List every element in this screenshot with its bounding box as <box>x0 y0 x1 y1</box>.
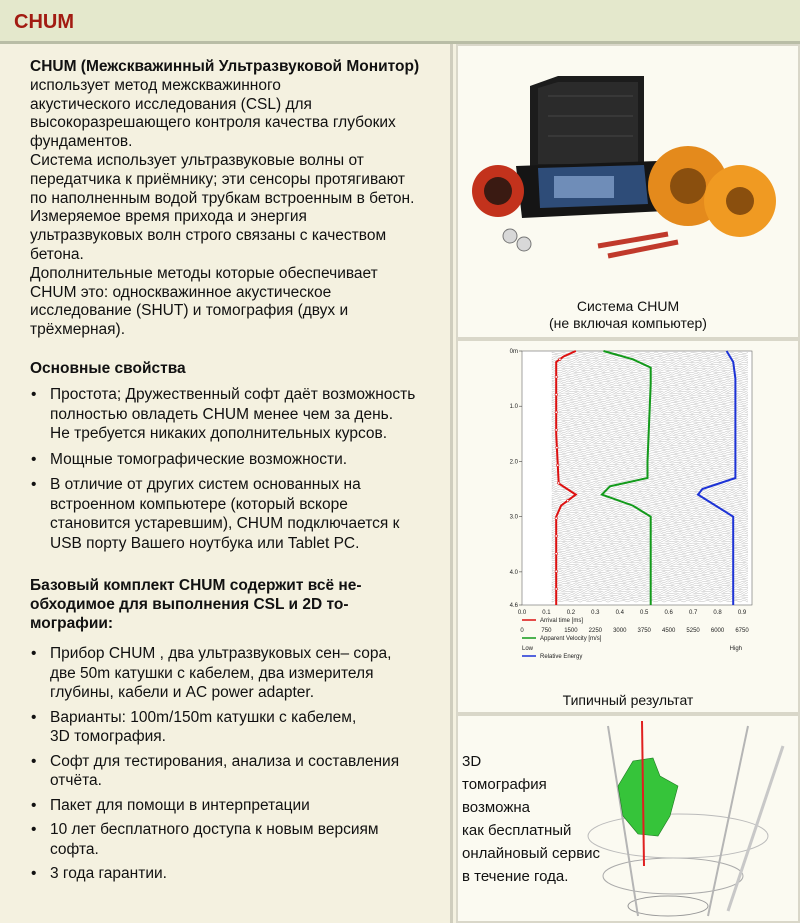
velocity-tick-label: 6000 <box>710 628 725 634</box>
tomo-line: онлайновый сервис <box>462 845 601 862</box>
arrival-marker <box>555 588 557 590</box>
ring <box>628 896 708 916</box>
arrival-marker <box>555 411 557 413</box>
velocity-tick-label: 4500 <box>661 628 676 634</box>
list-item-line: Мощные томографические возможности. <box>50 450 348 468</box>
connector-2 <box>517 237 531 251</box>
list-item-line: софта. <box>50 840 99 858</box>
system-photo-panel <box>456 44 800 339</box>
velocity-tick-label: 2250 <box>588 628 603 634</box>
list-item-line: Пакет для помощи в интерпретации <box>50 796 310 814</box>
depth-tick-label: 3.0 <box>509 514 518 521</box>
reel-right-hub <box>670 168 706 204</box>
defect-volume <box>618 758 678 836</box>
intro-line: CHUM это: односкважинное акустическое <box>30 283 332 301</box>
list-item-line: Простота; Дружественный софт даёт возможность <box>50 386 416 403</box>
energy-legend-label: Relative Energy <box>540 654 583 660</box>
arrival-tick-label: 0.3 <box>591 610 600 616</box>
list-item <box>30 475 446 553</box>
ring <box>603 858 743 894</box>
caption-line: (не включая компьютер) <box>549 315 707 331</box>
depth-tick-label: 2.0 <box>509 459 518 466</box>
arrival-tick-label: 0.2 <box>566 610 576 616</box>
arrival-marker <box>557 464 559 466</box>
case-lid-inner <box>538 82 638 164</box>
list-item-line: встроенном компьютере (который вскоре <box>50 495 348 513</box>
arrival-marker <box>555 517 557 519</box>
tomo-line: в течение года. <box>462 868 569 885</box>
bottom-scales <box>518 610 750 660</box>
tomo-line: томография <box>462 776 547 793</box>
list-item <box>30 450 446 470</box>
list-item-line: Софт для тестирования, анализа и составления <box>50 752 400 770</box>
velocity-tick-label: 6750 <box>735 628 749 634</box>
list-item-line: Варианты: 100m/150m катушки с кабелем, <box>50 708 357 726</box>
reel-left-hub <box>484 177 512 205</box>
kit-heading-line: мографии: <box>30 614 114 632</box>
reel-back-hub <box>726 187 754 215</box>
arrival-tick-label: 0.0 <box>517 610 527 616</box>
arrival-marker <box>567 499 569 501</box>
velocity-legend-label: Apparent Velocity [m/s] <box>540 636 602 642</box>
depth-tick-label: 4.6 <box>509 603 518 609</box>
velocity-tick-label: 3000 <box>613 628 627 634</box>
tomography-image <box>578 716 798 921</box>
intro-line: по наполненным водой трубкам встроенным в бетон. <box>30 189 415 207</box>
csl-log-chart <box>504 345 754 670</box>
intro-line: Дополнительные методы которые обеспечивает <box>30 264 378 282</box>
arrival-marker <box>555 552 557 554</box>
list-item <box>30 385 446 444</box>
intro-line: Система использует ультразвуковые волны от <box>30 151 364 169</box>
list-item-line: 10 лет бесплатного доступа к новым версиям <box>50 821 379 838</box>
kit-heading-line: Базовый комплект CHUM содержит всё не- <box>30 577 362 594</box>
description-column <box>0 44 453 923</box>
caption-line: Система CHUM <box>576 298 680 314</box>
velocity-tick-label: 1500 <box>564 628 578 634</box>
intro-line: высокоразрешающего контроля качества глубоких <box>30 114 396 132</box>
probe-ray <box>642 721 644 866</box>
list-item <box>30 644 446 703</box>
tomo-line: возможна <box>462 799 530 816</box>
arrival-tick-label: 0.4 <box>615 610 624 616</box>
intro-line: фундаментов. <box>30 133 133 151</box>
kit-heading <box>30 577 446 633</box>
page-title: CHUM <box>14 11 74 33</box>
connector-1 <box>503 229 517 243</box>
intro-line: Измеряемое время прихода и энергия <box>30 208 307 226</box>
intro-text <box>30 58 446 340</box>
arrival-marker <box>555 376 557 378</box>
velocity-tick-label: 3750 <box>637 628 651 634</box>
list-item <box>30 708 446 747</box>
arrival-legend-label: Arrival time [ms] <box>540 618 584 624</box>
intro-line: исследование (SHUT) и томография (двух и <box>30 302 349 320</box>
velocity-tick-label: 750 <box>541 628 552 634</box>
equipment-photo <box>458 46 798 296</box>
list-item-line: USB порту Вашего ноутбука или Tablet PC. <box>50 534 360 552</box>
arrival-marker <box>559 358 561 360</box>
list-item-line: 3D томография. <box>50 728 166 745</box>
list-item-line: Прибор CHUM , два ультразвуковых сен– сора, <box>50 645 392 662</box>
velocity-tick-label: 0 <box>520 628 524 634</box>
arrival-marker <box>555 429 557 431</box>
tomo-line: 3D <box>462 753 482 770</box>
intro-line: бетона. <box>30 245 84 263</box>
tomography-panel <box>456 714 800 923</box>
tomo-line: как бесплатный <box>462 822 572 839</box>
energy-high-label: High <box>729 646 742 652</box>
arrival-tick-label: 0.1 <box>542 610 551 616</box>
arrival-tick-label: 0.9 <box>737 610 747 616</box>
intro-line: трёхмерная). <box>30 321 126 339</box>
list-item-line: отчёта. <box>50 772 102 789</box>
list-item-line: полностью овладеть CHUM менее чем за день. <box>50 405 394 423</box>
list-item <box>30 796 446 816</box>
velocity-tick-label: 5250 <box>686 628 700 634</box>
list-item <box>30 820 446 859</box>
intro-line: передатчика к приёмнику; эти сенсоры протягивают <box>30 170 406 188</box>
intro-lead: CHUM (Межскважинный Ультразвуковой Монитор) <box>30 58 420 75</box>
arrival-marker <box>557 482 559 484</box>
arrival-tick-label: 0.7 <box>688 610 698 616</box>
arrival-tick-label: 0.8 <box>713 610 722 616</box>
list-item-line: две 50m катушки с кабелем, два измерителя <box>50 664 374 682</box>
system-caption <box>458 298 798 332</box>
arrival-marker <box>555 393 557 395</box>
arrival-marker <box>555 535 557 537</box>
features-heading: Основные свойства <box>30 360 186 377</box>
intro-line: ультразвуковых волн строго связаны с качеством <box>30 227 387 245</box>
kit-list <box>30 644 446 889</box>
arrival-marker <box>556 446 558 448</box>
list-item-line: Не требуется никаких дополнительных курсов. <box>50 425 388 442</box>
intro-line: использует метод межскважинного <box>30 76 281 94</box>
depth-tick-label: 1.0 <box>509 404 518 411</box>
screen-content <box>554 176 614 198</box>
list-item-line: становится устаревшим), CHUM подключается к <box>50 515 400 532</box>
arrival-tick-label: 0.6 <box>664 610 673 616</box>
depth-tick-label: 0m <box>509 349 518 355</box>
depth-tick-label: 4.0 <box>509 569 518 576</box>
borehole-tube <box>728 746 783 911</box>
ring <box>588 814 768 858</box>
depth-axis <box>510 349 522 609</box>
arrival-tick-label: 0.5 <box>640 610 649 616</box>
list-item <box>30 864 446 884</box>
energy-low-label: Low <box>522 646 534 652</box>
list-item <box>30 752 446 791</box>
list-item-line: 3 года гарантии. <box>50 865 167 882</box>
kit-heading-line: обходимое для выполнения CSL и 2D то- <box>30 595 349 613</box>
list-item-line: В отличие от других систем основанных на <box>50 476 361 493</box>
features-list <box>30 385 446 559</box>
arrival-marker <box>555 570 557 572</box>
title-bar <box>0 0 800 44</box>
result-panel <box>456 339 800 714</box>
intro-line: акустического исследования (CSL) для <box>30 95 312 113</box>
result-caption: Типичный результат <box>562 692 694 708</box>
list-item-line: глубины, кабели и AC power adapter. <box>50 684 315 701</box>
